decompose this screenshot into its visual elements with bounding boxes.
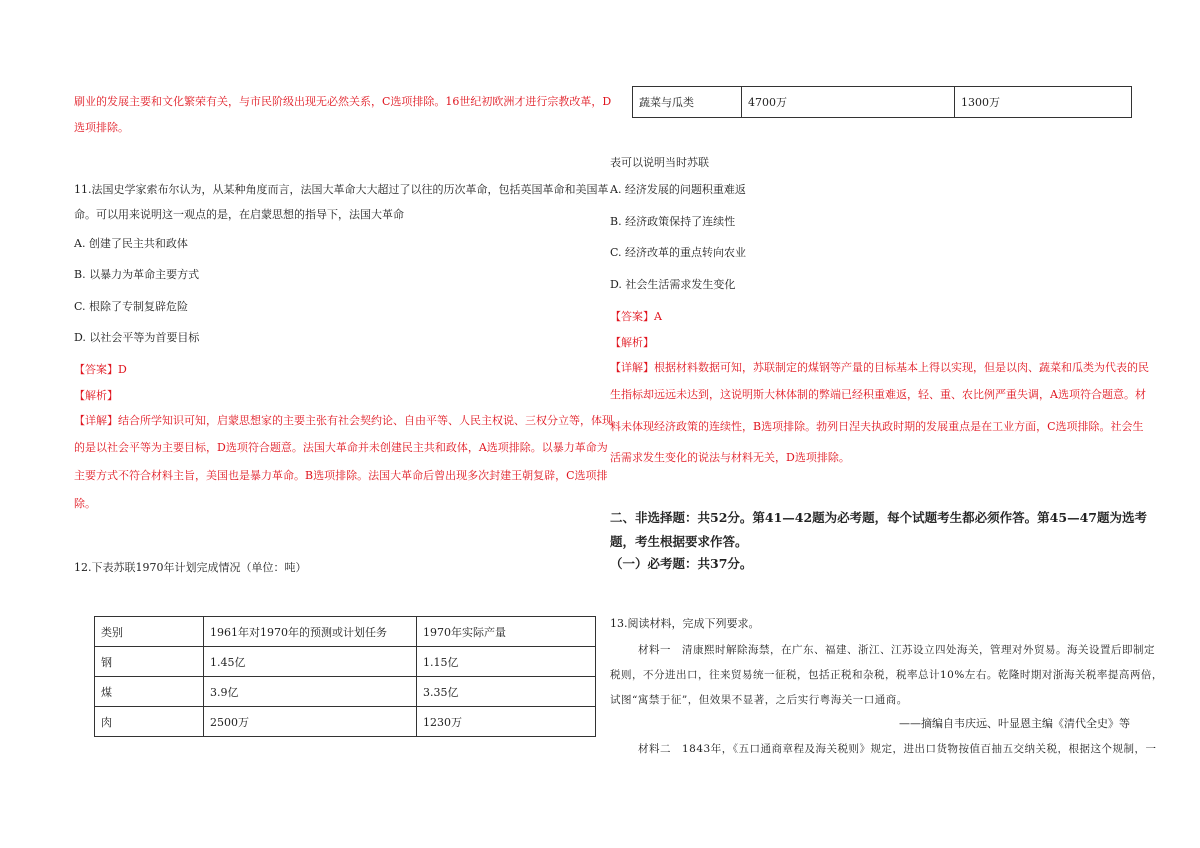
q11-stem-line-2: 命。可以用来说明这一观点的是，在启蒙思想的指导下，法国大革命 [74, 208, 404, 221]
table-cell: 1970年实际产量 [417, 617, 596, 647]
q11-detail-line-2: 的是以社会平等为主要目标，D选项符合题意。法国大革命并未创建民主共和政体，A选项排除。以暴力革命为 [74, 441, 608, 454]
table-row [633, 87, 1132, 118]
right-column [610, 0, 1163, 848]
q12-option-a: A. 经济发展的问题积重难返 [610, 183, 746, 196]
q11-answer: 【答案】D [74, 363, 127, 376]
q11-detail-line-1: 【详解】结合所学知识可知，启蒙思想家的主要主张有社会契约论、自由平等、人民主权说、三权分立等，体现 [74, 414, 613, 427]
table-row [95, 677, 596, 707]
table-cell: 蔬菜与瓜类 [633, 87, 742, 118]
q12-table-continued [632, 86, 1132, 118]
table-cell: 煤 [95, 677, 204, 707]
table-cell: 4700万 [742, 87, 955, 118]
q12-detail-line-1: 【详解】根据材料数据可知，苏联制定的煤钢等产量的目标基本上得以实现，但是以肉、蔬菜和瓜类为代表的民 [610, 361, 1149, 374]
q11-analysis-label: 【解析】 [74, 389, 118, 402]
left-column [74, 0, 613, 848]
q13-material2-line-1: 材料二 1843年，《五口通商章程及海关税则》规定，进出口货物按值百抽五交纳关税，根据这个规制，一 [638, 743, 1157, 755]
q12-option-d: D. 社会生活需求发生变化 [610, 278, 736, 291]
q12-table [94, 616, 596, 737]
q11-option-c: C. 根除了专制复辟危险 [74, 300, 189, 313]
q13-source1: ——摘编自韦庆远、叶显恩主编《清代全史》等 [899, 717, 1130, 730]
table-row [95, 647, 596, 677]
prev-answer-line-1: 刷业的发展主要和文化繁荣有关，与市民阶级出现无必然关系，C选项排除。16世纪初欧洲才进行宗教改革，D [74, 95, 612, 108]
table-cell: 类别 [95, 617, 204, 647]
q11-detail-line-4: 除。 [74, 497, 96, 510]
table-cell: 1230万 [417, 707, 596, 737]
table-row [95, 707, 596, 737]
q13-material1-line-1: 材料一 清康熙时解除海禁，在广东、福建、浙江、江苏设立四处海关，管理对外贸易。海关设置后即制定 [638, 644, 1155, 656]
section-heading-line-2: 题，考生根据要求作答。 [610, 534, 748, 549]
q11-stem-line-1: 11.法国史学家索布尔认为，从某种角度而言，法国大革命大大超过了以往的历次革命，包括英国革命和美国革 [74, 183, 609, 196]
table-cell: 3.9亿 [204, 677, 417, 707]
q13-stem: 13.阅读材料，完成下列要求。 [610, 617, 760, 630]
q11-option-a: A. 创建了民主共和政体 [74, 237, 188, 250]
q12-detail-line-3: 料未体现经济政策的连续性，B选项排除。勃列日涅夫执政时期的发展重点是在工业方面，C选项排除。社会生 [610, 420, 1144, 433]
q12-option-b: B. 经济政策保持了连续性 [610, 215, 736, 228]
section-heading-line-3: （一）必考题：共37分。 [610, 556, 753, 571]
table-cell: 1.45亿 [204, 647, 417, 677]
prev-answer-line-2: 选项排除。 [74, 121, 129, 134]
q12-option-c: C. 经济改革的重点转向农业 [610, 246, 747, 259]
section-heading-line-1: 二、非选择题：共52分。第41—42题为必考题，每个试题考生都必须作答。第45—47题为选考 [610, 510, 1147, 525]
table-cell: 钢 [95, 647, 204, 677]
q11-option-b: B. 以暴力为革命主要方式 [74, 268, 200, 281]
table-cell: 2500万 [204, 707, 417, 737]
table-cell: 1961年对1970年的预测或计划任务 [204, 617, 417, 647]
q13-material1-line-2: 税则，不分进出口，往来贸易统一征税，包括正税和杂税，税率总计10%左右。乾隆时期对浙海关税率提高两倍， [610, 669, 1163, 681]
table-cell: 1.15亿 [417, 647, 596, 677]
q13-material1-line-3: 试图“寓禁于征”，但效果不显著，之后实行粤海关一口通商。 [610, 694, 908, 706]
table-cell: 3.35亿 [417, 677, 596, 707]
q12-stem: 12.下表苏联1970年计划完成情况（单位：吨） [74, 561, 307, 574]
q12-detail-line-2: 生指标却远远未达到，这说明斯大林体制的弊端已经积重难返，轻、重、农比例严重失调，A选项符合题意。材 [610, 388, 1146, 401]
table-row [95, 617, 596, 647]
q12-detail-line-4: 活需求发生变化的说法与材料无关，D选项排除。 [610, 451, 850, 464]
table-cell: 1300万 [955, 87, 1132, 118]
q12-analysis-label: 【解析】 [610, 336, 654, 349]
q12-answer: 【答案】A [610, 310, 662, 323]
q11-detail-line-3: 主要方式不符合材料主旨，美国也是暴力革命。B选项排除。法国大革命后曾出现多次封建王朝复辟，C选项排 [74, 469, 608, 482]
q11-option-d: D. 以社会平等为首要目标 [74, 331, 200, 344]
table-cell: 肉 [95, 707, 204, 737]
q12-stem-continued: 表可以说明当时苏联 [610, 156, 709, 169]
